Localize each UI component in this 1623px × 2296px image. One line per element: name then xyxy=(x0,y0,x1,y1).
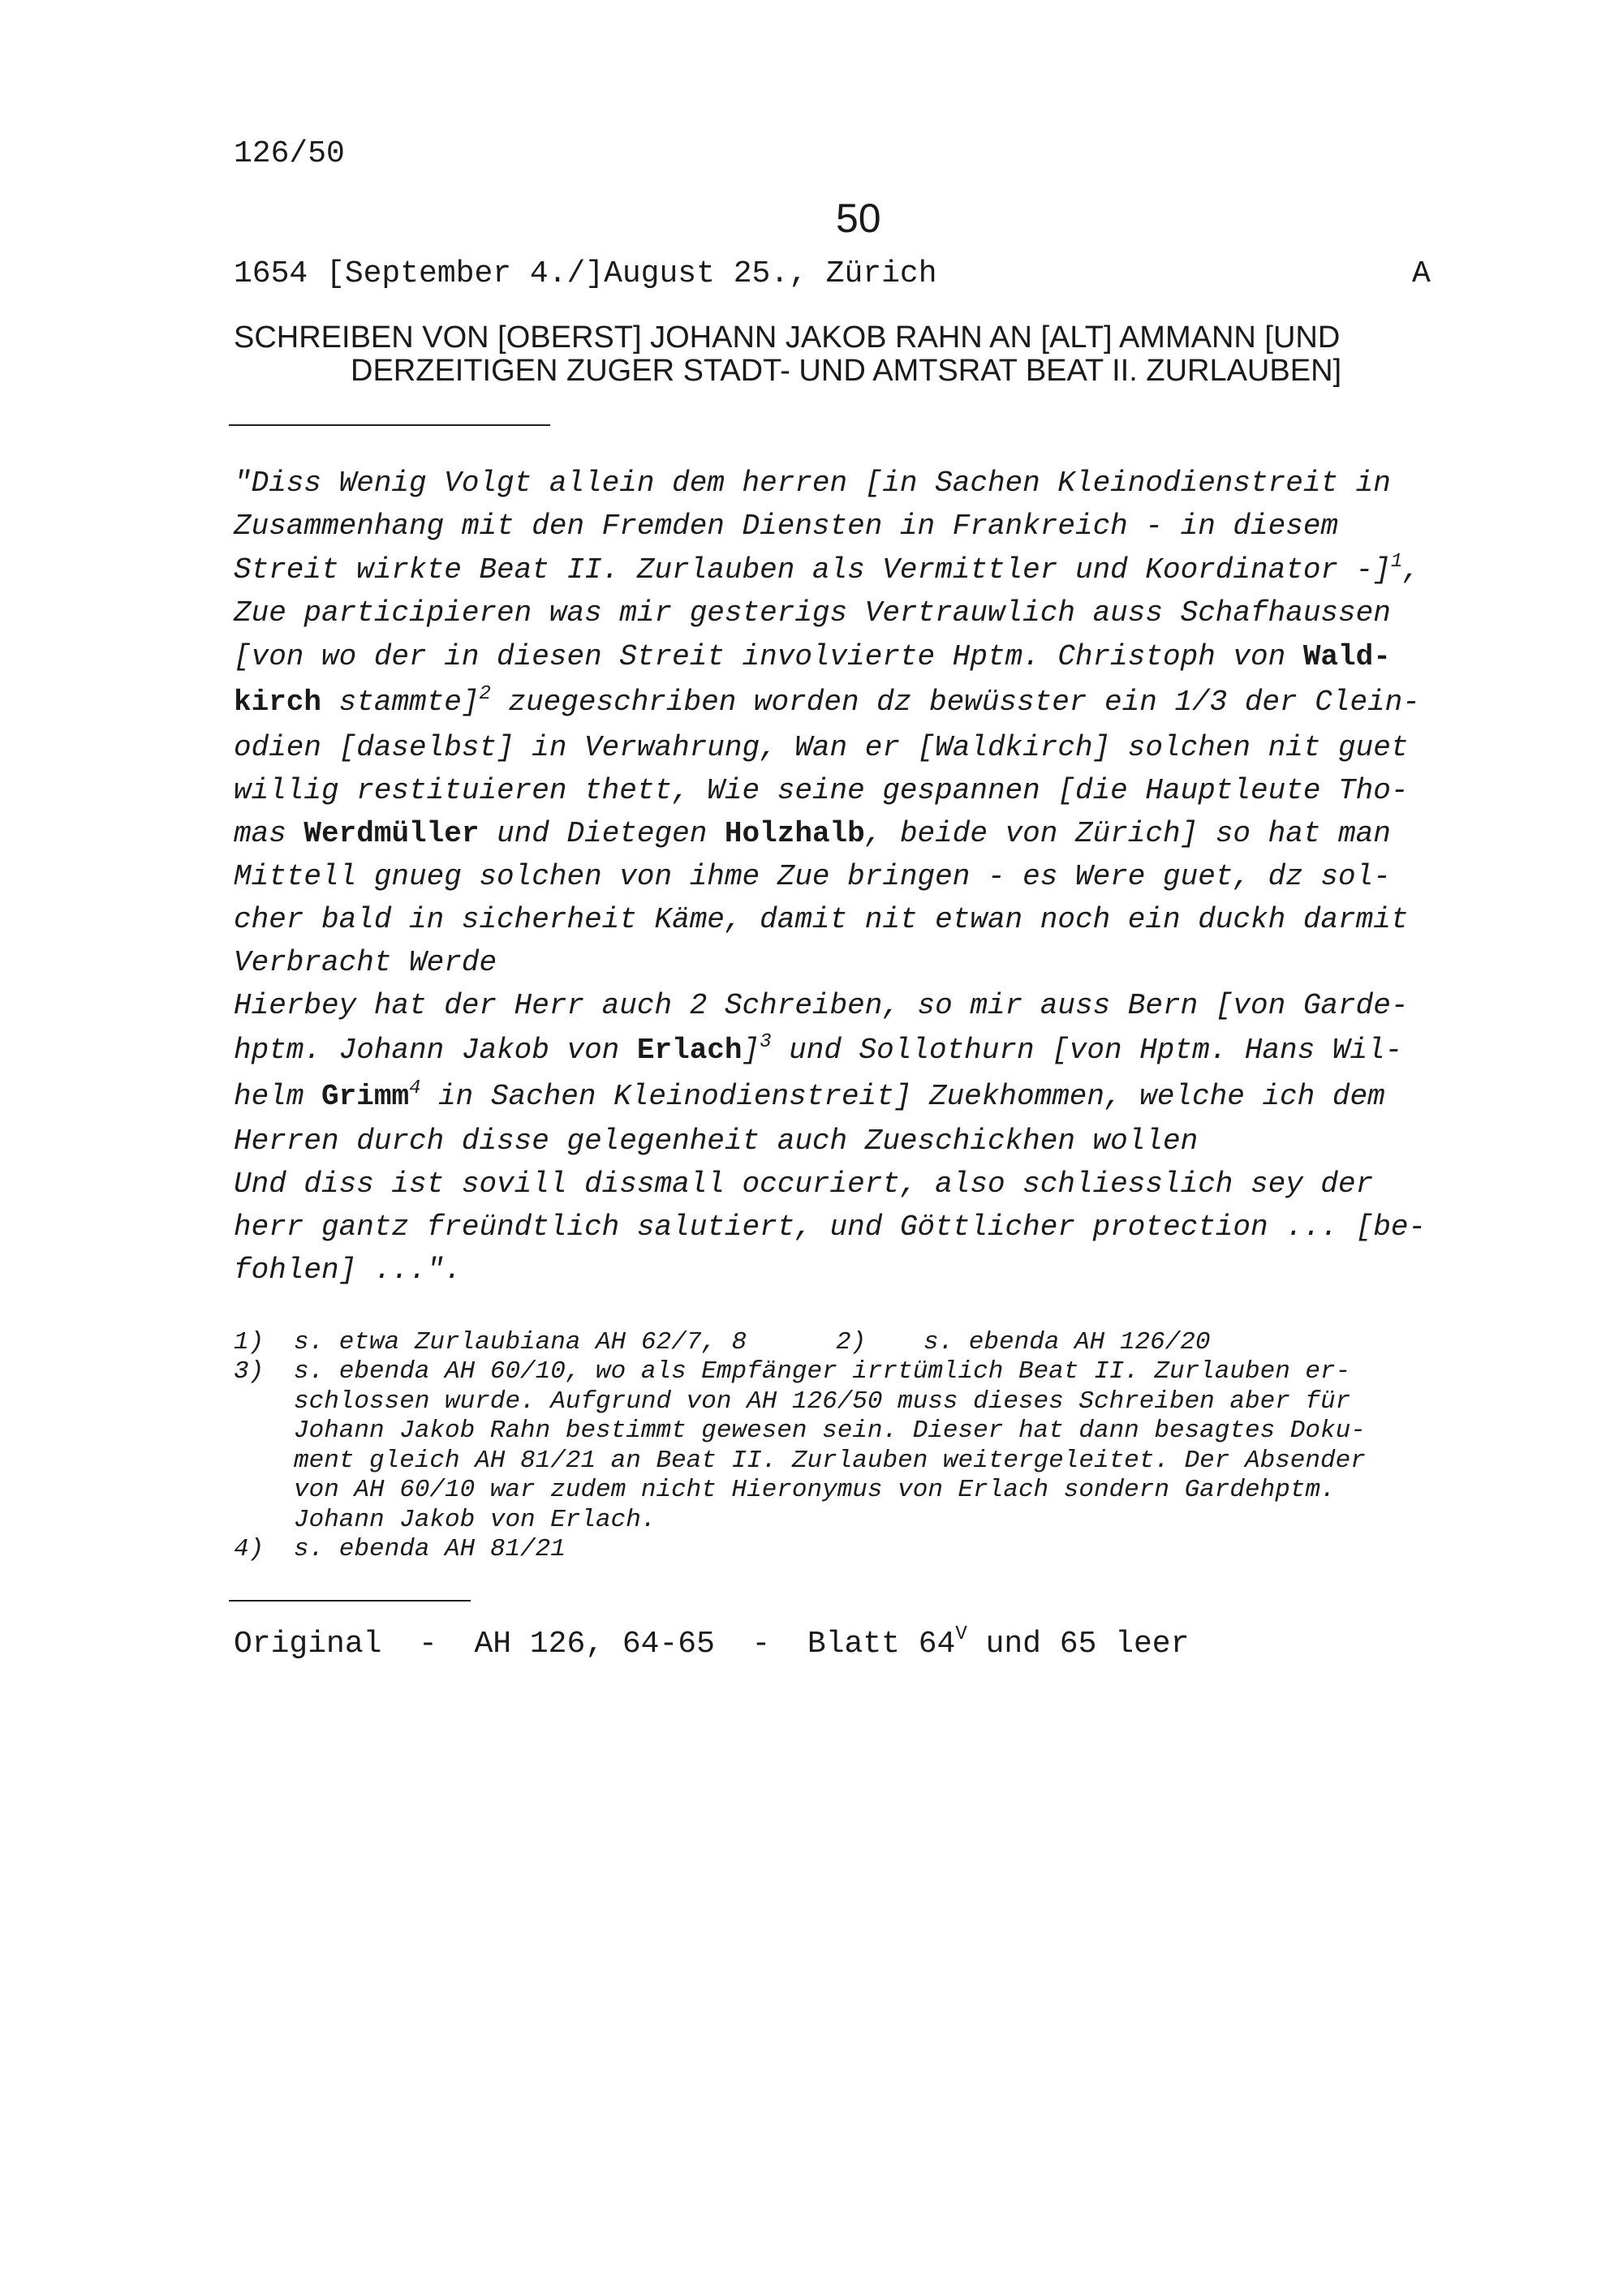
footnote-number: 4) xyxy=(234,1535,265,1563)
body-line: Zue participieren was mir gesterigs Vertrauwlich auss Schafhaussen xyxy=(234,596,1391,630)
footnote-text: ment gleich AH 81/21 an Beat II. Zurlauben weitergeleitet. Der Absender xyxy=(294,1447,1366,1475)
footnote-text: Johann Jakob von Erlach. xyxy=(294,1506,657,1534)
body-line: Herren durch disse gelegenheit auch Zueschickhen wollen xyxy=(234,1124,1199,1158)
body-line: Mittell gnueg solchen von ihme Zue bringen - es Were guet, dz sol- xyxy=(234,860,1391,893)
body-text: , xyxy=(1402,553,1420,587)
body-text: ] xyxy=(742,1034,760,1067)
body-text: in Sachen Kleinodienstreit] Zuekhommen, welche ich dem xyxy=(420,1080,1385,1113)
footnote-number: 2) xyxy=(836,1328,867,1357)
original-source-note xyxy=(234,1623,1190,1662)
body-text: mas xyxy=(234,817,304,850)
footnote-number: 1) xyxy=(234,1328,265,1357)
footnote-divider xyxy=(229,1600,471,1602)
name-grimm: Grimm xyxy=(321,1080,410,1113)
source-text: und 65 leer xyxy=(966,1627,1190,1662)
footnote-text: s. etwa Zurlaubiana AH 62/7, 8 xyxy=(294,1328,747,1357)
footnote-ref: 1 xyxy=(1390,551,1403,573)
body-line: Und diss ist sovill dissmall occuriert, also schliesslich sey der xyxy=(234,1167,1374,1201)
footnote-ref: 3 xyxy=(760,1031,772,1053)
classification-letter: A xyxy=(1412,256,1431,291)
document-title-line-1: SCHREIBEN VON [OBERST] JOHANN JAKOB RAHN AN [ALT] AMMANN [UND xyxy=(234,320,1341,355)
body-text: und Dietegen xyxy=(479,817,725,850)
body-text: , beide von Zürich] so hat man xyxy=(864,817,1391,850)
body-line xyxy=(234,817,1391,850)
body-text: [von wo der in diesen Streit involvierte Hptm. Christoph von xyxy=(234,640,1303,673)
reference-code: 126/50 xyxy=(234,136,345,171)
body-line xyxy=(234,1031,1403,1067)
body-line: Hierbey hat der Herr auch 2 Schreiben, so mir auss Bern [von Garde- xyxy=(234,989,1409,1022)
footnote-text: Johann Jakob Rahn bestimmt gewesen sein. Dieser hat dann besagtes Doku- xyxy=(294,1417,1366,1445)
body-text: stammte] xyxy=(321,686,480,719)
name-waldkirch-part: Wald- xyxy=(1302,640,1391,673)
footnote-text: s. ebenda AH 126/20 xyxy=(923,1328,1211,1357)
title-divider xyxy=(229,424,550,426)
body-text: zuegeschriben worden dz bewüsster ein 1/3 der Clein- xyxy=(490,686,1420,719)
verso-marker: V xyxy=(955,1623,967,1645)
name-holzhalb: Holzhalb xyxy=(724,817,865,850)
source-text: Original - AH 126, 64-65 - Blatt 64 xyxy=(234,1627,956,1662)
name-erlach: Erlach xyxy=(636,1034,743,1067)
body-line: Zusammenhang mit den Fremden Diensten in Frankreich - in diesem xyxy=(234,510,1339,543)
body-line: herr gantz freündtlich salutiert, und Göttlicher protection ... [be- xyxy=(234,1210,1427,1244)
name-werdmueller: Werdmüller xyxy=(304,817,480,850)
body-line: fohlen] ...". xyxy=(234,1253,462,1287)
name-waldkirch-part: kirch xyxy=(234,686,322,719)
document-title-line-2: DERZEITIGEN ZUGER STADT- UND AMTSRAT BEAT II. ZURLAUBEN] xyxy=(351,354,1342,388)
footnote-text: schlossen wurde. Aufgrund von AH 126/50 muss dieses Schreiben aber für xyxy=(294,1387,1351,1416)
footnote-number: 3) xyxy=(234,1357,265,1386)
document-number: 50 xyxy=(836,196,881,241)
body-line: Verbracht Werde xyxy=(234,946,497,979)
date-line xyxy=(234,256,1435,291)
document-date: 1654 [September 4./]August 25., Zürich xyxy=(234,256,937,291)
body-line: "Diss Wenig Volgt allein dem herren [in Sachen Kleinodienstreit in xyxy=(234,467,1391,500)
body-line xyxy=(234,1077,1385,1113)
footnote-ref: 4 xyxy=(409,1077,421,1099)
body-line: willig restituieren thett, Wie seine gespannen [die Hauptleute Tho- xyxy=(234,774,1409,807)
footnote-ref: 2 xyxy=(479,683,491,705)
body-line: odien [daselbst] in Verwahrung, Wan er [Waldkirch] solchen nit guet xyxy=(234,731,1409,764)
body-text: hptm. Johann Jakob von xyxy=(234,1034,637,1067)
body-line xyxy=(234,640,1391,673)
footnote-text: s. ebenda AH 60/10, wo als Empfänger irrtümlich Beat II. Zurlauben er- xyxy=(294,1357,1351,1386)
body-line xyxy=(234,683,1420,719)
footnote-text: von AH 60/10 war zudem nicht Hieronymus von Erlach sondern Gardehptm. xyxy=(294,1476,1336,1504)
body-text: Streit wirkte Beat II. Zurlauben als Vermittler und Koordinator -] xyxy=(234,553,1391,587)
body-text: helm xyxy=(234,1080,322,1113)
body-line: cher bald in sicherheit Käme, damit nit etwan noch ein duckh darmit xyxy=(234,903,1409,936)
body-line xyxy=(234,553,1420,587)
body-text: und Sollothurn [von Hptm. Hans Wil- xyxy=(771,1034,1403,1067)
footnote-text: s. ebenda AH 81/21 xyxy=(294,1535,566,1563)
